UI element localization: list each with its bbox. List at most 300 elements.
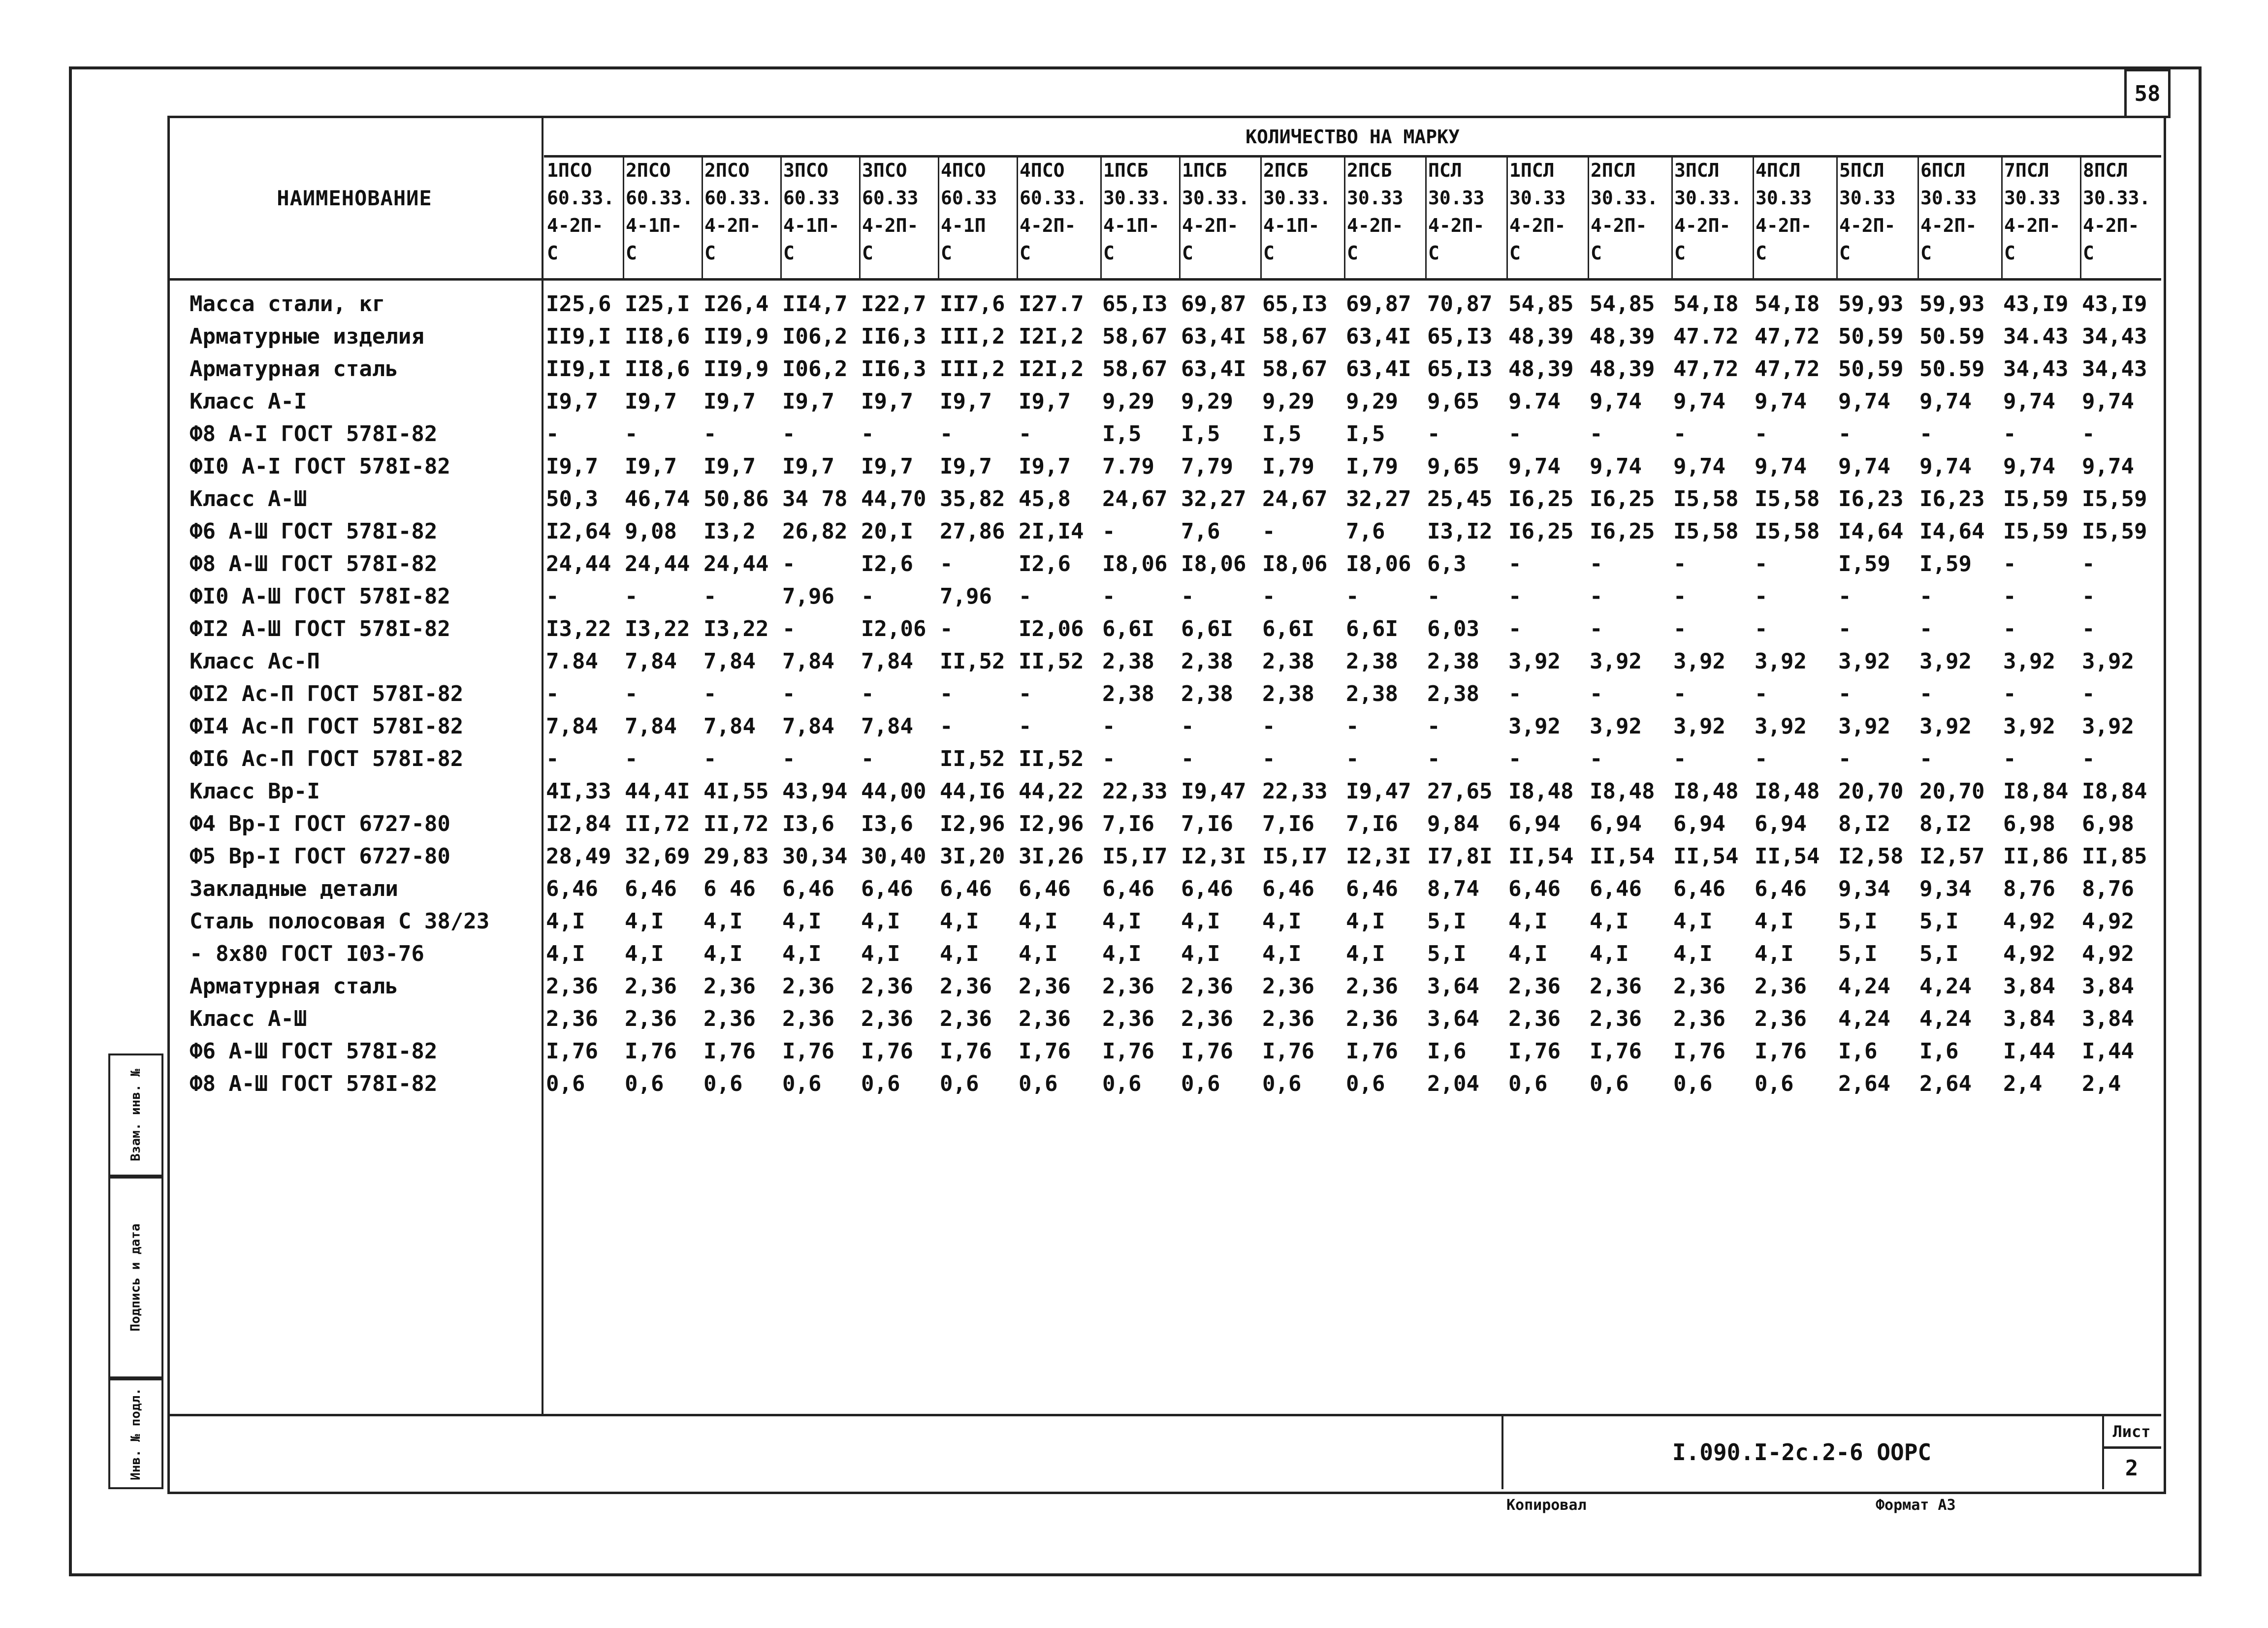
table-cell: 2,36 — [861, 974, 913, 999]
table-cell: 9,29 — [1346, 389, 1398, 414]
row-label: Арматурная сталь — [190, 356, 398, 382]
table-cell: II,72 — [625, 811, 690, 836]
table-cell: 34.43 — [2003, 324, 2069, 349]
table-cell: - — [940, 551, 953, 576]
table-cell: 50.59 — [1919, 356, 1985, 382]
table-cell: 4,I — [861, 941, 900, 966]
table-cell: I,76 — [546, 1039, 598, 1064]
row-label: Закладные детали — [190, 876, 398, 901]
table-cell: - — [1019, 714, 1032, 739]
table-cell: I3,I2 — [1427, 519, 1493, 544]
table-cell: I,79 — [1346, 454, 1398, 479]
table-cell: 9,74 — [1673, 389, 1725, 414]
column-header: 1ПСЛ 30.33 4-2П- С — [1509, 160, 1566, 264]
table-cell: I,76 — [1262, 1039, 1314, 1064]
table-cell: - — [625, 584, 638, 609]
table-cell: - — [1590, 584, 1603, 609]
table-cell: 4,I — [861, 909, 900, 934]
table-cell: 26,82 — [782, 519, 848, 544]
table-cell: I,6 — [1427, 1039, 1467, 1064]
table-cell: - — [2003, 551, 2016, 576]
table-cell: I,76 — [1181, 1039, 1233, 1064]
row-label: Класс Вр-I — [190, 779, 320, 804]
row-label: ФI0 А-I ГОСТ 578I-82 — [190, 454, 450, 479]
table-cell: - — [861, 681, 874, 706]
row-label: Ф6 А-Ш ГОСТ 578I-82 — [190, 519, 438, 544]
table-cell: 0,6 — [1181, 1071, 1220, 1096]
table-cell: 4,92 — [2082, 909, 2134, 934]
table-cell: 9,74 — [1838, 454, 1890, 479]
table-cell: 34 78 — [782, 486, 848, 511]
table-cell: - — [2003, 584, 2016, 609]
table-cell: 2,36 — [940, 1006, 992, 1031]
table-cell: 54,85 — [1508, 291, 1574, 317]
table-cell: 5,I — [1838, 941, 1878, 966]
table-cell: I2,58 — [1838, 844, 1904, 869]
table-cell: - — [1508, 584, 1522, 609]
table-cell: 47,72 — [1755, 356, 1820, 382]
table-cell: 9,74 — [1919, 454, 1972, 479]
table-cell: I3,22 — [625, 616, 690, 641]
table-cell: - — [1262, 746, 1276, 771]
table-cell: 69,87 — [1181, 291, 1246, 317]
table-cell: II,54 — [1673, 844, 1739, 869]
column-header: 3ПСО 60.33 4-1П- С — [783, 160, 840, 264]
table-cell: - — [703, 746, 717, 771]
table-cell: I6,25 — [1590, 486, 1655, 511]
table-cell: I8,84 — [2082, 779, 2147, 804]
table-cell: 3I,20 — [940, 844, 1005, 869]
column-header: 4ПСО 60.33 4-1П С — [941, 160, 997, 264]
table-cell: I27.7 — [1019, 291, 1084, 317]
table-cell: 7,84 — [782, 714, 834, 739]
row-label: ФI0 А-Ш ГОСТ 578I-82 — [190, 584, 450, 609]
table-cell: I9,7 — [1019, 389, 1071, 414]
column-header: 1ПСО 60.33. 4-2П- С — [547, 160, 615, 264]
table-cell: 6,46 — [1102, 876, 1154, 901]
column-header: 7ПСЛ 30.33 4-2П- С — [2004, 160, 2061, 264]
table-cell: - — [1019, 421, 1032, 447]
table-cell: - — [1427, 584, 1440, 609]
table-cell: 7,96 — [940, 584, 992, 609]
table-cell: 3I,26 — [1019, 844, 1084, 869]
table-cell: 3,84 — [2003, 1006, 2055, 1031]
table-cell: - — [1755, 584, 1768, 609]
table-cell: 63,4I — [1346, 356, 1411, 382]
table-cell: II,85 — [2082, 844, 2147, 869]
table-cell: - — [1102, 746, 1116, 771]
table-cell: II6,3 — [861, 356, 926, 382]
table-cell: 58,67 — [1262, 356, 1328, 382]
table-cell: 63,4I — [1346, 324, 1411, 349]
table-cell: II,54 — [1590, 844, 1655, 869]
table-cell: - — [2003, 681, 2016, 706]
table-cell: I,5 — [1102, 421, 1142, 447]
table-cell: I5,59 — [2003, 519, 2069, 544]
table-cell: 4,92 — [2003, 909, 2055, 934]
table-cell: 4,I — [782, 941, 822, 966]
table-cell: 2,36 — [1508, 974, 1561, 999]
table-cell: - — [1181, 746, 1194, 771]
table-cell: I,6 — [1838, 1039, 1878, 1064]
table-cell: - — [1919, 616, 1933, 641]
table-cell: 50,3 — [546, 486, 598, 511]
column-header: ПСЛ 30.33 4-2П- С — [1428, 160, 1485, 264]
table-cell: 4,I — [546, 941, 585, 966]
table-cell: - — [1919, 746, 1933, 771]
table-cell: - — [782, 421, 796, 447]
table-cell: I5,58 — [1673, 519, 1739, 544]
column-header: 1ПСБ 30.33. 4-1П- С — [1103, 160, 1171, 264]
table-cell: - — [2082, 421, 2095, 447]
table-cell: 2,38 — [1346, 681, 1398, 706]
table-cell: - — [1346, 746, 1359, 771]
table-cell: 0,6 — [1590, 1071, 1629, 1096]
table-cell: I8,48 — [1590, 779, 1655, 804]
table-cell: 4,I — [940, 909, 979, 934]
name-column-header: НАИМЕНОВАНИЕ — [277, 186, 432, 210]
table-cell: 2,36 — [1019, 1006, 1071, 1031]
table-cell: II,54 — [1755, 844, 1820, 869]
table-cell: - — [1673, 746, 1687, 771]
table-cell: 65,I3 — [1262, 291, 1328, 317]
table-cell: 4,I — [1346, 909, 1385, 934]
table-cell: 6,46 — [782, 876, 834, 901]
table-cell: 44,00 — [861, 779, 926, 804]
table-cell: 2,36 — [703, 1006, 756, 1031]
document-code: I.090.I-2с.2-6 ООРС — [1672, 1439, 1932, 1466]
table-cell: - — [1673, 681, 1687, 706]
table-cell: 44,I6 — [940, 779, 1005, 804]
table-cell: - — [703, 421, 717, 447]
table-cell: I8,48 — [1508, 779, 1574, 804]
table-cell: I9,7 — [546, 389, 598, 414]
table-cell: 2,36 — [1673, 1006, 1725, 1031]
table-cell: I5,58 — [1673, 486, 1739, 511]
table-cell: 0,6 — [1508, 1071, 1548, 1096]
table-cell: - — [1755, 681, 1768, 706]
table-cell: I,76 — [782, 1039, 834, 1064]
table-cell: - — [940, 681, 953, 706]
table-cell: I6,23 — [1919, 486, 1985, 511]
column-header: 8ПСЛ 30.33. 4-2П- С — [2083, 160, 2151, 264]
table-cell: 3,92 — [1919, 714, 1972, 739]
table-cell: - — [861, 584, 874, 609]
table-cell: 6 46 — [703, 876, 756, 901]
table-cell: 6,94 — [1755, 811, 1807, 836]
table-cell: 28,49 — [546, 844, 611, 869]
table-cell: 29,83 — [703, 844, 769, 869]
table-cell: I8,06 — [1262, 551, 1328, 576]
table-cell: 30,34 — [782, 844, 848, 869]
table-cell: 4,I — [1346, 941, 1385, 966]
row-label: Ф5 Вр-I ГОСТ 6727-80 — [190, 844, 450, 869]
table-cell: 6,6I — [1181, 616, 1233, 641]
table-cell: 3,92 — [2003, 649, 2055, 674]
table-cell: - — [625, 746, 638, 771]
sheet-number: 2 — [2125, 1456, 2139, 1481]
table-cell: - — [1919, 681, 1933, 706]
table-cell: 7,84 — [625, 714, 677, 739]
table-cell: I3,2 — [703, 519, 756, 544]
table-cell: 44,4I — [625, 779, 690, 804]
table-cell: 2,64 — [1919, 1071, 1972, 1096]
table-cell: - — [703, 584, 717, 609]
column-header: 6ПСЛ 30.33 4-2П- С — [1920, 160, 1977, 264]
table-cell: 7,84 — [782, 649, 834, 674]
table-cell: 9,34 — [1919, 876, 1972, 901]
table-cell: - — [1590, 616, 1603, 641]
table-cell: I,76 — [625, 1039, 677, 1064]
table-cell: 2,4 — [2082, 1071, 2121, 1096]
table-cell: 32,69 — [625, 844, 690, 869]
table-cell: 43,I9 — [2082, 291, 2147, 317]
table-cell: - — [1102, 519, 1116, 544]
table-cell: I9,47 — [1346, 779, 1411, 804]
table-cell: 9,74 — [1755, 454, 1807, 479]
table-cell: 24,67 — [1262, 486, 1328, 511]
table-cell: 7,84 — [703, 649, 756, 674]
table-cell: I5,I7 — [1262, 844, 1328, 869]
table-cell: I5,59 — [2003, 486, 2069, 511]
table-cell: - — [782, 551, 796, 576]
table-cell: 4,I — [1181, 909, 1220, 934]
table-cell: 4,I — [1262, 941, 1302, 966]
table-cell: 0,6 — [1755, 1071, 1794, 1096]
table-cell: 9,29 — [1181, 389, 1233, 414]
table-cell: - — [1508, 681, 1522, 706]
table-cell: I2I,2 — [1019, 356, 1084, 382]
table-cell: I5,58 — [1755, 486, 1820, 511]
table-cell: - — [2082, 746, 2095, 771]
table-cell: I5,59 — [2082, 486, 2147, 511]
table-cell: I4,64 — [1838, 519, 1904, 544]
table-cell: 2,38 — [1262, 681, 1314, 706]
table-cell: 63,4I — [1181, 324, 1246, 349]
table-cell: 22,33 — [1262, 779, 1328, 804]
table-cell: 35,82 — [940, 486, 1005, 511]
table-cell: I,79 — [1262, 454, 1314, 479]
table-cell: 2,36 — [782, 1006, 834, 1031]
table-cell: 6,46 — [625, 876, 677, 901]
table-cell: 9,29 — [1262, 389, 1314, 414]
table-cell: 2,36 — [703, 974, 756, 999]
table-cell: 2,64 — [1838, 1071, 1890, 1096]
table-cell: I2,57 — [1919, 844, 1985, 869]
row-label: Ф8 А-Ш ГОСТ 578I-82 — [190, 551, 438, 576]
table-cell: I9,7 — [703, 454, 756, 479]
table-cell: 20,70 — [1919, 779, 1985, 804]
table-cell: 2,36 — [1673, 974, 1725, 999]
table-cell: 4,I — [625, 941, 664, 966]
table-cell: I25,6 — [546, 291, 611, 317]
table-cell: I,76 — [1346, 1039, 1398, 1064]
table-cell: 4,I — [703, 941, 743, 966]
table-cell: 9,65 — [1427, 454, 1479, 479]
table-cell: I9,7 — [940, 389, 992, 414]
table-cell: - — [546, 746, 559, 771]
table-cell: I06,2 — [782, 356, 848, 382]
table-cell: 34,43 — [2082, 356, 2147, 382]
table-cell: 6,3 — [1427, 551, 1467, 576]
table-cell: - — [1508, 551, 1522, 576]
table-cell: 50,59 — [1838, 356, 1904, 382]
table-cell: I9,7 — [625, 454, 677, 479]
table-cell: II9,I — [546, 356, 611, 382]
sheet-box-line — [2102, 1446, 2161, 1449]
table-cell: 4,I — [1508, 941, 1548, 966]
column-header: 4ПСЛ 30.33 4-2П- С — [1756, 160, 1812, 264]
row-label: Ф6 А-Ш ГОСТ 578I-82 — [190, 1039, 438, 1064]
table-cell: 34,43 — [2003, 356, 2069, 382]
table-cell: 48,39 — [1508, 324, 1574, 349]
table-cell: I,5 — [1181, 421, 1220, 447]
table-cell: 8,76 — [2082, 876, 2134, 901]
table-cell: 58,67 — [1102, 356, 1168, 382]
table-cell: 4,I — [1673, 941, 1713, 966]
table-cell: 3,92 — [2082, 714, 2134, 739]
table-cell: 3,92 — [1919, 649, 1972, 674]
table-cell: - — [546, 421, 559, 447]
table-cell: 9,74 — [1919, 389, 1972, 414]
table-cell: 27,86 — [940, 519, 1005, 544]
table-cell: 3,64 — [1427, 974, 1479, 999]
table-cell: 2,36 — [1181, 1006, 1233, 1031]
table-cell: 3,64 — [1427, 1006, 1479, 1031]
table-cell: 3,84 — [2082, 1006, 2134, 1031]
table-cell: - — [940, 616, 953, 641]
table-cell: I3,6 — [782, 811, 834, 836]
table-cell: 65,I3 — [1427, 356, 1493, 382]
table-cell: 4I,55 — [703, 779, 769, 804]
table-cell: 0,6 — [625, 1071, 664, 1096]
table-cell: - — [1673, 551, 1687, 576]
table-cell: 9,74 — [1755, 389, 1807, 414]
table-cell: - — [2003, 616, 2016, 641]
table-cell: 0,6 — [1019, 1071, 1058, 1096]
table-cell: 3,92 — [1673, 649, 1725, 674]
table-cell: I06,2 — [782, 324, 848, 349]
table-cell: 0,6 — [940, 1071, 979, 1096]
table-cell: II8,6 — [625, 356, 690, 382]
table-cell: 24,44 — [546, 551, 611, 576]
table-cell: 32,27 — [1181, 486, 1246, 511]
table-cell: I25,I — [625, 291, 690, 317]
table-cell: II,52 — [940, 746, 1005, 771]
table-cell: - — [1838, 746, 1852, 771]
table-cell: - — [1019, 584, 1032, 609]
table-cell: - — [1755, 421, 1768, 447]
table-cell: - — [703, 681, 717, 706]
table-cell: 4,24 — [1919, 974, 1972, 999]
table-cell: - — [1262, 584, 1276, 609]
table-cell: 7,96 — [782, 584, 834, 609]
table-cell: I,44 — [2003, 1039, 2055, 1064]
table-cell: - — [1755, 746, 1768, 771]
table-cell: 9,84 — [1427, 811, 1479, 836]
table-cell: 0,6 — [861, 1071, 900, 1096]
table-cell: I9,7 — [1019, 454, 1071, 479]
table-cell: 6,98 — [2003, 811, 2055, 836]
table-cell: - — [1102, 714, 1116, 739]
table-cell: - — [2082, 681, 2095, 706]
column-header: 4ПСО 60.33. 4-2П- С — [1020, 160, 1087, 264]
title-block-divider — [1501, 1414, 1503, 1489]
table-cell: 3,92 — [1755, 714, 1807, 739]
table-cell: 2,36 — [1019, 974, 1071, 999]
table-cell: 2,36 — [1102, 1006, 1154, 1031]
table-cell: 4,24 — [1919, 1006, 1972, 1031]
table-cell: I,5 — [1262, 421, 1302, 447]
table-cell: - — [1673, 584, 1687, 609]
table-cell: 25,45 — [1427, 486, 1493, 511]
table-cell: I5,58 — [1755, 519, 1820, 544]
table-cell: I7,8I — [1427, 844, 1493, 869]
row-label: Арматурная сталь — [190, 974, 398, 999]
table-cell: - — [1346, 584, 1359, 609]
table-cell: 3,92 — [2003, 714, 2055, 739]
row-label: ФI4 Ас-П ГОСТ 578I-82 — [190, 714, 464, 739]
sheet-box-divider — [2102, 1414, 2104, 1489]
table-cell: 48,39 — [1590, 324, 1655, 349]
side-stamp-signature-date: Подпись и дата — [108, 1177, 163, 1378]
table-cell: 47,72 — [1673, 356, 1739, 382]
table-cell: 2,36 — [546, 974, 598, 999]
table-cell: - — [2003, 421, 2016, 447]
table-cell: 7,I6 — [1346, 811, 1398, 836]
table-cell: II,86 — [2003, 844, 2069, 869]
column-header: 2ПСО 60.33. 4-1П- С — [626, 160, 694, 264]
table-cell: 32,27 — [1346, 486, 1411, 511]
table-cell: 4,I — [703, 909, 743, 934]
table-cell: 24,44 — [703, 551, 769, 576]
table-cell: 2,38 — [1427, 681, 1479, 706]
table-cell: 30,40 — [861, 844, 926, 869]
table-cell: 4,92 — [2082, 941, 2134, 966]
table-cell: 9,74 — [2003, 454, 2055, 479]
table-cell: 50,59 — [1838, 324, 1904, 349]
table-cell: I,76 — [1755, 1039, 1807, 1064]
table-cell: I,76 — [1590, 1039, 1642, 1064]
table-cell: 24,44 — [625, 551, 690, 576]
row-label: Класс А-Ш — [190, 1006, 307, 1031]
table-cell: II7,6 — [940, 291, 1005, 317]
table-cell: II9,9 — [703, 356, 769, 382]
table-cell: - — [861, 421, 874, 447]
table-cell: - — [1102, 584, 1116, 609]
table-cell: I,6 — [1919, 1039, 1959, 1064]
table-cell: 70,87 — [1427, 291, 1493, 317]
table-cell: 9,65 — [1427, 389, 1479, 414]
table-cell: 54,I8 — [1755, 291, 1820, 317]
table-cell: - — [2082, 584, 2095, 609]
table-cell: 7,I6 — [1181, 811, 1233, 836]
table-cell: I,76 — [1019, 1039, 1071, 1064]
table-cell: I8,48 — [1673, 779, 1739, 804]
table-cell: I,44 — [2082, 1039, 2134, 1064]
table-cell: 6,46 — [1755, 876, 1807, 901]
table-cell: - — [1919, 584, 1933, 609]
table-cell: 6,46 — [1508, 876, 1561, 901]
table-cell: II,72 — [703, 811, 769, 836]
header-bottom-line — [170, 278, 2161, 281]
table-cell: 20,70 — [1838, 779, 1904, 804]
table-cell: - — [1919, 421, 1933, 447]
table-cell: 2,4 — [2003, 1071, 2043, 1096]
column-header: 2ПСБ 30.33 4-2П- С — [1347, 160, 1404, 264]
table-cell: 2,04 — [1427, 1071, 1479, 1096]
table-cell: - — [2082, 551, 2095, 576]
